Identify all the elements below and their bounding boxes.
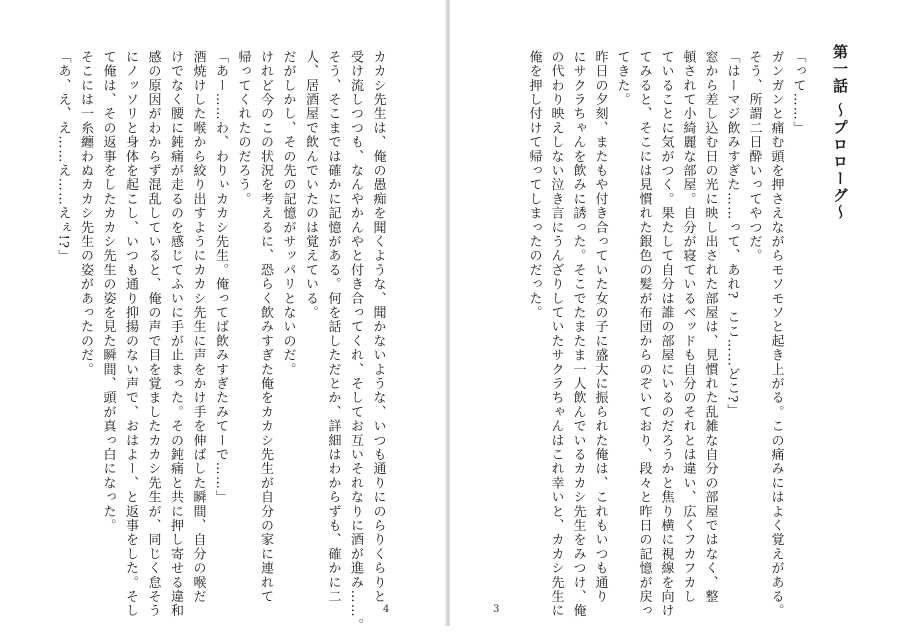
text-column: て俺は、その返事をしたカカシ先生の姿を見た瞬間、頭が真っ白になった。: [100, 50, 116, 533]
text-column: 「あ、え、え……え……えぇ!?」: [55, 50, 71, 264]
chapter-title: 第一話 〜プロローグ〜: [831, 44, 849, 222]
text-column: そう、所謂二日酔いってやつだ。: [746, 50, 762, 263]
page-left: [0, 0, 448, 632]
text-column: 帰ってくれたのだろう。: [235, 50, 251, 207]
text-column: けれど今のこの状況を考えるに、恐らく飲みすぎた俺をカカシ先生が自分の家に連れて: [258, 50, 273, 604]
text-column: てきた。: [614, 50, 630, 107]
text-column: 頓されて小綺麗な部屋。自分が寝ているベッドも自分のそれとは違い、広くフカフカし: [680, 50, 696, 604]
page-number: 4: [383, 604, 390, 615]
text-column: けでなく腰に鈍痛が走るのを感じてふいに手が止まった。その鈍痛と共に押し寄せる違和: [168, 50, 183, 618]
text-column: 「はーマジ飲みすぎた……って、あれ? ここ……どこ?」: [724, 50, 740, 418]
page-number: 3: [493, 604, 500, 615]
text-column: にノッソリと身体を起こし、いつも通り抑揚のない声で、おはよー、と返事をした。そし: [123, 50, 138, 618]
text-column: そう、そこまでは確かに記憶がある。何を話しただとか、詳細はわからずも、確かに二: [325, 50, 341, 604]
text-column: 「あー……わ、わりぃカカシ先生。俺ってば飲みすぎたみてーで……」: [213, 50, 228, 505]
text-column: 人、居酒屋で飲んでいたのは覚えている。: [303, 50, 318, 320]
text-column: 昨日の夕刻、またもや付き合っていた女の子に盛大に振られた俺は、これもいつも通り: [592, 50, 608, 604]
text-column: の代わり映えしない泣き言にうんざりしていたサクラちゃんはこれ幸いと、カカシ先生に: [548, 50, 564, 618]
text-column: ていることに気がつく。果たして自分は誰の部屋にいるのだろうかと焦り横に視線を向け: [658, 50, 674, 618]
text-column: 感の原因がわからず混乱していると、俺の声で目を覚ましたカカシ先生が、同じく怠そう: [145, 50, 161, 618]
text-column: そこには一糸纏わぬカカシ先生の姿があったのだ。: [78, 50, 93, 377]
text-column: 受け流しつつも、なんやかんやと付き合ってくれ、そしてお互いそれなりに酒が進み……。: [348, 50, 363, 632]
text-column: ガンガンと痛む頭を押さえながらモソモソと起き上がる。この痛みにはよく覚えがある。: [768, 50, 784, 618]
text-column: 俺を押し付けて帰ってしまったのだった。: [526, 50, 542, 320]
page-right: [450, 0, 900, 626]
text-column: てみると、そこには見慣れた銀色の髪が布団からのぞいており、段々と昨日の記憶が戻っ: [636, 50, 652, 618]
text-column: 窓から差し込む日の光に映し出された部屋は、見慣れた乱雑な自分の部屋ではなく、整: [702, 50, 718, 604]
text-column: にサクラちゃんを飲みに誘った。そこでたまたま一人飲んでいるカカシ先生をみつけ、俺: [570, 50, 586, 618]
text-column: カカシ先生は、俺の愚痴を聞くような、聞かないような、いつも通りにのらりくらりと: [370, 50, 386, 604]
text-column: 「って……」: [790, 50, 806, 136]
text-column: だがしかし、その先の記憶がサッパリとないのだ。: [280, 50, 296, 377]
text-column: 酒焼けした喉から絞り出すようにカカシ先生に声をかけ手を伸ばした瞬間、自分の喉だ: [190, 50, 206, 604]
